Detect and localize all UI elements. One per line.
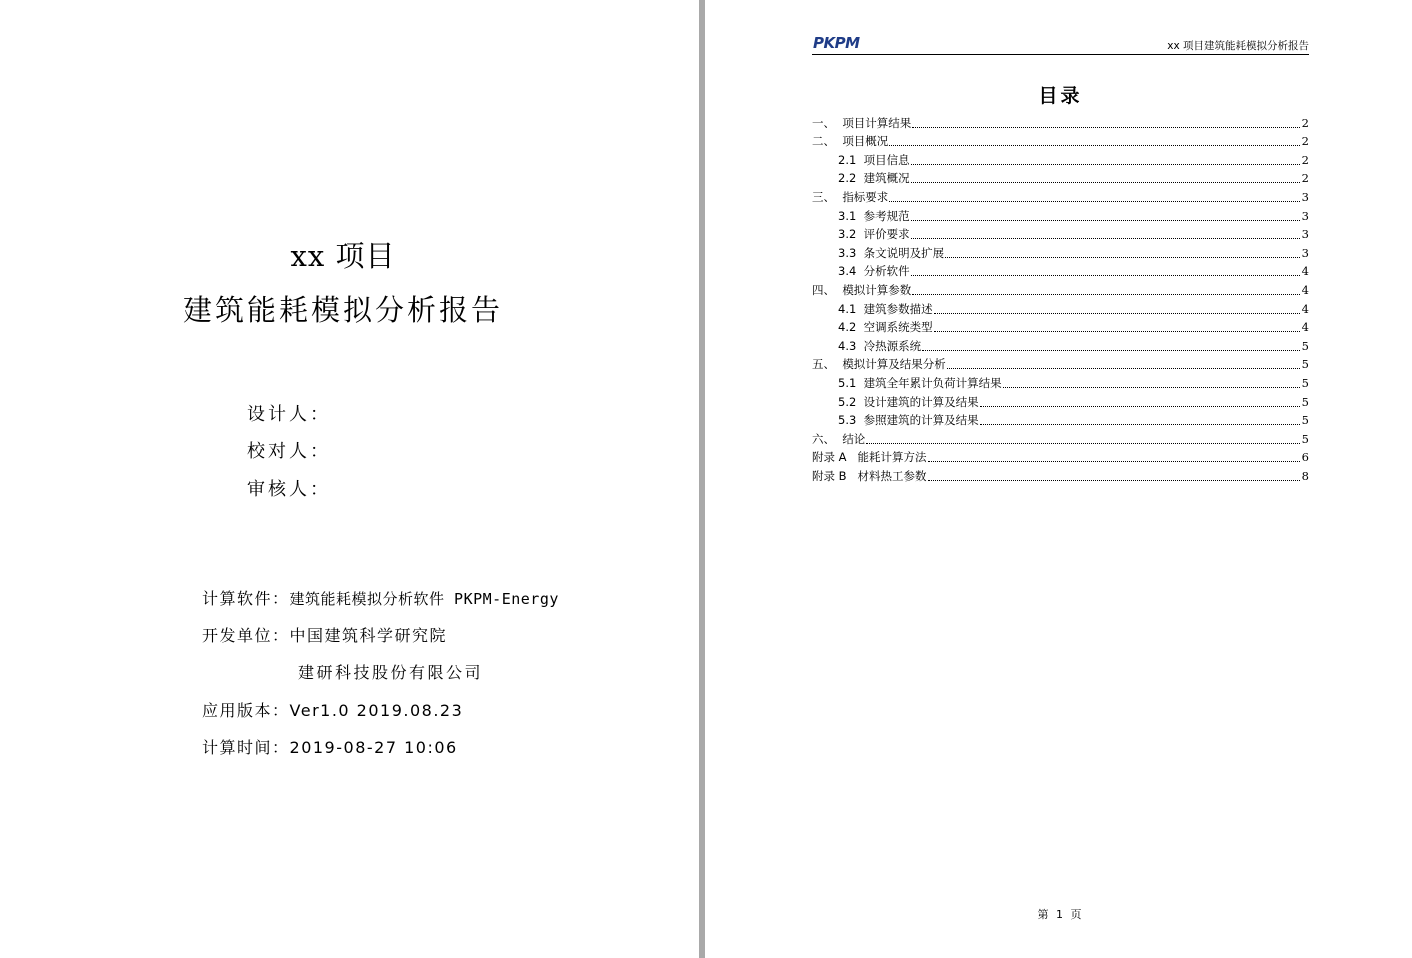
toc-entry[interactable] — [812, 355, 1309, 374]
toc-entry-label: 建筑参数描述 — [863, 301, 933, 316]
calc-time-row — [202, 735, 458, 758]
toc-dot-leader — [889, 200, 1300, 202]
toc-dot-leader — [912, 293, 1300, 295]
pkpm-logo: PKPM — [813, 34, 860, 52]
toc-entry[interactable] — [812, 113, 1309, 132]
toc-entry-label: 参考规范 — [863, 208, 910, 223]
designer-label: 设计人： — [247, 404, 331, 425]
toc-entry-page: 5 — [1301, 431, 1309, 446]
toc-entry-label: 模拟计算参数 — [842, 282, 912, 297]
version-value: Ver1.0 2019.08.23 — [289, 701, 464, 720]
toc-dot-leader — [911, 219, 1300, 221]
developer-label: 开发单位： — [202, 626, 290, 645]
toc-entry-label: 材料热工参数 — [857, 468, 927, 483]
toc-entry-page: 2 — [1301, 171, 1309, 186]
toc-entry-page: 8 — [1301, 468, 1309, 483]
toc-entry[interactable] — [812, 318, 1309, 337]
toc-entry-number: 3.1 — [838, 208, 864, 223]
toc-entry-label: 参照建筑的计算及结果 — [863, 413, 979, 428]
toc-entry-label: 指标要求 — [842, 189, 889, 204]
software-value: 建筑能耗模拟分析软件 PKPM-Energy — [289, 590, 559, 608]
toc-entry-number: 四、 — [812, 282, 843, 297]
toc-entry-number: 五、 — [812, 357, 843, 372]
toc-entry-page: 3 — [1301, 208, 1309, 223]
toc-entry[interactable] — [812, 150, 1309, 169]
toc-entry-page: 6 — [1301, 450, 1309, 465]
toc-entry[interactable] — [812, 169, 1309, 188]
checker-label: 校对人： — [247, 441, 331, 462]
toc-entry[interactable] — [812, 132, 1309, 151]
toc-dot-leader — [911, 163, 1300, 165]
toc-entry-page: 2 — [1301, 152, 1309, 167]
software-label: 计算软件： — [202, 589, 290, 608]
toc-dot-leader — [980, 405, 1300, 407]
toc-dot-leader — [947, 367, 1300, 369]
cover-title-report: 建筑能耗模拟分析报告 — [182, 293, 503, 327]
toc-entry-page: 3 — [1301, 227, 1309, 242]
calc-time-value: 2019-08-27 10:06 — [289, 738, 458, 757]
toc-entry-page: 4 — [1301, 301, 1309, 316]
toc-entry[interactable] — [812, 299, 1309, 318]
toc-dot-leader — [911, 237, 1300, 239]
toc-entry-label: 空调系统类型 — [863, 320, 933, 335]
toc-entry-number: 二、 — [812, 134, 843, 149]
toc-page — [705, 0, 1412, 958]
toc-entry-number: 2.1 — [838, 152, 864, 167]
toc-entry-label: 条文说明及扩展 — [863, 245, 945, 260]
software-row — [202, 586, 559, 609]
toc-entry-number: 附录 A — [812, 450, 858, 465]
toc-entry-page: 5 — [1301, 394, 1309, 409]
toc-entry-label: 项目计算结果 — [842, 115, 912, 130]
toc-entry-label: 能耗计算方法 — [857, 450, 927, 465]
toc-entry-label: 冷热源系统 — [863, 338, 922, 353]
developer-value-2: 建研科技股份有限公司 — [298, 663, 484, 682]
toc-entry[interactable] — [812, 243, 1309, 262]
toc-entry-number: 3.4 — [838, 264, 864, 279]
toc-entry-page: 5 — [1301, 338, 1309, 353]
header-rule — [812, 54, 1309, 55]
toc-entry-number: 3.2 — [838, 227, 864, 242]
cover-title-project: xx 项目 — [290, 239, 396, 273]
page-footer: 第 1 页 — [1037, 908, 1084, 921]
toc-dot-leader — [928, 460, 1301, 462]
toc-entry-page: 3 — [1301, 189, 1309, 204]
toc-entry-page: 5 — [1301, 375, 1309, 390]
toc-dot-leader — [912, 126, 1300, 128]
toc-dot-leader — [934, 330, 1300, 332]
toc-entry-number: 3.3 — [838, 245, 864, 260]
toc-entry[interactable] — [812, 429, 1309, 448]
toc-entry-label: 项目信息 — [863, 152, 910, 167]
calc-time-label: 计算时间： — [202, 738, 290, 757]
developer-row — [202, 623, 447, 646]
toc-entry-page: 4 — [1301, 320, 1309, 335]
toc-entry-number: 一、 — [812, 115, 843, 130]
toc-entry-page: 3 — [1301, 245, 1309, 260]
toc-entry[interactable] — [812, 280, 1309, 299]
toc-entry-number: 4.2 — [838, 320, 864, 335]
version-label: 应用版本： — [202, 701, 290, 720]
toc-entry[interactable] — [812, 411, 1309, 430]
toc-dot-leader — [889, 144, 1300, 146]
toc-entry[interactable] — [812, 225, 1309, 244]
toc-dot-leader — [928, 479, 1300, 481]
toc-entry-number: 三、 — [812, 189, 843, 204]
toc-entry-label: 建筑全年累计负荷计算结果 — [863, 375, 1002, 390]
toc-entry[interactable] — [812, 392, 1309, 411]
toc-entry-label: 建筑概况 — [863, 171, 910, 186]
page-header-text: xx 项目建筑能耗模拟分析报告 — [1167, 40, 1309, 52]
toc-entry-label: 评价要求 — [863, 227, 910, 242]
toc-entry-page: 4 — [1301, 282, 1309, 297]
toc-entry[interactable] — [812, 187, 1309, 206]
toc-entry-page: 5 — [1301, 413, 1309, 428]
toc-entry-page: 2 — [1301, 115, 1309, 130]
developer-value-1: 中国建筑科学研究院 — [289, 626, 448, 645]
toc-entry-page: 5 — [1301, 357, 1309, 372]
toc-entry[interactable] — [812, 206, 1309, 225]
reviewer-label: 审核人： — [247, 479, 331, 500]
toc-entry[interactable] — [812, 336, 1309, 355]
toc-dot-leader — [1003, 386, 1300, 388]
toc-entry[interactable] — [812, 466, 1309, 485]
toc-entry-number: 5.3 — [838, 413, 864, 428]
toc-entry-number: 4.3 — [838, 338, 864, 353]
toc-dot-leader — [980, 423, 1300, 425]
toc-entry-number: 5.2 — [838, 394, 864, 409]
cover-page — [0, 0, 699, 958]
toc-entry-number: 4.1 — [838, 301, 864, 316]
toc-entry-number: 5.1 — [838, 375, 864, 390]
toc-entry-page: 4 — [1301, 264, 1309, 279]
version-row — [202, 698, 463, 721]
toc-dot-leader — [911, 181, 1300, 183]
toc-entry-number: 六、 — [812, 431, 843, 446]
toc-entry[interactable] — [812, 262, 1309, 281]
toc-entry[interactable] — [812, 373, 1309, 392]
toc-entry-label: 结论 — [842, 431, 866, 446]
toc-entry-number: 2.2 — [838, 171, 864, 186]
toc-dot-leader — [945, 256, 1300, 258]
toc-entry[interactable] — [812, 448, 1309, 467]
toc-entry-label: 分析软件 — [863, 264, 910, 279]
toc-dot-leader — [934, 312, 1300, 314]
toc-dot-leader — [911, 274, 1300, 276]
toc-title: 目录 — [1038, 85, 1083, 107]
toc-entry-label: 项目概况 — [842, 134, 889, 149]
toc-entry-label: 模拟计算及结果分析 — [842, 357, 946, 372]
toc-entry-label: 设计建筑的计算及结果 — [863, 394, 979, 409]
toc-dot-leader — [866, 442, 1300, 444]
toc-entry-page: 2 — [1301, 134, 1309, 149]
toc-entry-number: 附录 B — [812, 468, 858, 483]
toc-dot-leader — [922, 349, 1300, 351]
table-of-contents — [812, 113, 1309, 485]
